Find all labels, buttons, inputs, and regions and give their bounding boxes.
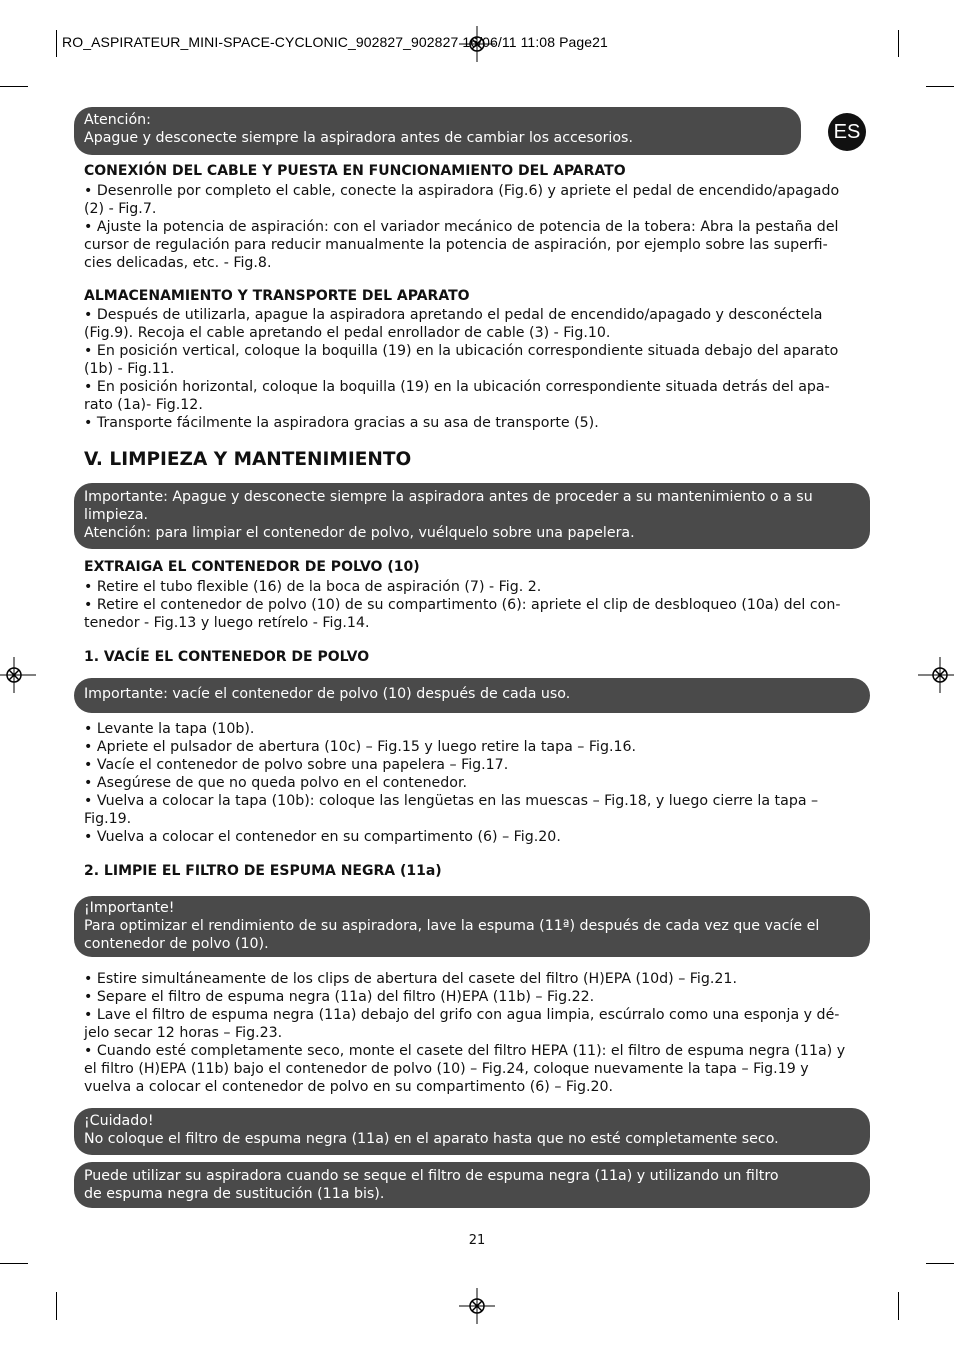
heading-almacenamiento: ALMACENAMIENTO Y TRANSPORTE DEL APARATO: [84, 288, 470, 304]
note-line: Atención:: [84, 112, 151, 128]
text-line: • Estire simultáneamente de los clips de abertura del casete del filtro (H)EPA (10d) – Fig.21.: [84, 971, 737, 987]
heading-vacie: 1. VACÍE EL CONTENEDOR DE POLVO: [84, 649, 370, 665]
text-line: • Vuelva a colocar el contenedor en su compartimento (6) – Fig.20.: [84, 829, 561, 845]
note-line: Importante: vacíe el contenedor de polvo (10) después de cada uso.: [84, 686, 571, 702]
note-line: Puede utilizar su aspiradora cuando se seque el filtro de espuma negra (11a) y utilizando un filtro: [84, 1168, 779, 1184]
text-line: • Asegúrese de que no queda polvo en el contenedor.: [84, 775, 468, 791]
registration-mark-icon: [459, 1288, 495, 1324]
registration-mark-icon: [918, 657, 954, 693]
note-cuidado: [74, 1108, 870, 1155]
text-line: • Separe el filtro de espuma negra (11a) del filtro (H)EPA (11b) – Fig.22.: [84, 989, 595, 1005]
heading-extraiga: EXTRAIGA EL CONTENEDOR DE POLVO (10): [84, 559, 420, 575]
note-line: No coloque el filtro de espuma negra (11a) en el aparato hasta que no esté completamente seco.: [84, 1131, 779, 1147]
section-title-limpieza: V. LIMPIEZA Y MANTENIMIENTO: [84, 449, 412, 470]
text-line: • Desenrolle por completo el cable, conecte la aspiradora (Fig.6) y apriete el pedal de encendido/apagado: [84, 183, 840, 199]
text-line: (Fig.9). Recoja el cable apretando el pedal enrollador de cable (3) - Fig.10.: [84, 325, 611, 341]
note-line: limpieza.: [84, 507, 149, 523]
note-line: Apague y desconecte siempre la aspiradora antes de cambiar los accesorios.: [84, 130, 633, 146]
language-badge: ES: [828, 113, 866, 151]
note-importante-vacie: [74, 678, 870, 713]
text-line: • Cuando esté completamente seco, monte el casete del filtro HEPA (11): el filtro de espuma negra (11a) y: [84, 1043, 846, 1059]
text-line: • Ajuste la potencia de aspiración: con el variador mecánico de potencia de la tobera: Abra la pestaña del: [84, 219, 839, 235]
crop-mark: [0, 86, 28, 87]
text-line: jelo secar 12 horas – Fig.23.: [84, 1025, 283, 1041]
text-line: cursor de regulación para reducir manualmente la potencia de aspiración, por ejemplo sobre las superfi-: [84, 237, 828, 253]
crop-mark: [0, 1263, 28, 1264]
crop-mark: [898, 1292, 899, 1320]
crop-mark: [898, 30, 899, 57]
page-number: 21: [468, 1233, 486, 1248]
note-line: Importante: Apague y desconecte siempre la aspiradora antes de proceder a su mantenimiento o a su: [84, 489, 813, 505]
text-line: • Transporte fácilmente la aspiradora gracias a su asa de transporte (5).: [84, 415, 599, 431]
text-line: • Vacíe el contenedor de polvo sobre una papelera – Fig.17.: [84, 757, 509, 773]
paragraph-vacie-steps: [84, 720, 874, 846]
text-line: • Apriete el pulsador de abertura (10c) – Fig.15 y luego retire la tapa – Fig.16.: [84, 739, 637, 755]
paragraph-extraiga: [84, 578, 874, 632]
note-line: ¡Importante!: [84, 900, 175, 916]
text-line: • En posición horizontal, coloque la boquilla (19) en la ubicación correspondiente situada detrás del apa-: [84, 379, 830, 395]
text-line: vuelva a colocar el contenedor de polvo en su compartimento (6) – Fig.20.: [84, 1079, 614, 1095]
crop-mark: [926, 86, 954, 87]
text-line: cies delicadas, etc. - Fig.8.: [84, 255, 272, 271]
text-line: • Levante la tapa (10b).: [84, 721, 255, 737]
note-line: Atención: para limpiar el contenedor de polvo, vuélquelo sobre una papelera.: [84, 525, 635, 541]
heading-conexion: CONEXIÓN DEL CABLE Y PUESTA EN FUNCIONAMIENTO DEL APARATO: [84, 163, 626, 179]
note-line: de espuma negra de sustitución (11a bis).: [84, 1186, 385, 1202]
text-line: (1b) - Fig.11.: [84, 361, 175, 377]
text-line: • Retire el tubo flexible (16) de la boca de aspiración (7) - Fig. 2.: [84, 579, 542, 595]
text-line: (2) - Fig.7.: [84, 201, 157, 217]
text-line: • Lave el filtro de espuma negra (11a) debajo del grifo con agua limpia, escúrralo como una esponja y dé-: [84, 1007, 840, 1023]
note-line: ¡Cuidado!: [84, 1113, 154, 1129]
text-line: tenedor - Fig.13 y luego retírelo - Fig.14.: [84, 615, 370, 631]
text-line: el filtro (H)EPA (11b) bajo el contenedor de polvo (10) – Fig.24, coloque nuevamente la tapa – Fig.19 y: [84, 1061, 809, 1077]
text-line: • Vuelva a colocar la tapa (10b): coloque las lengüetas en las muescas – Fig.18, y luego cierre la tapa –: [84, 793, 819, 809]
note-line: contenedor de polvo (10).: [84, 936, 269, 952]
heading-limpie: 2. LIMPIE EL FILTRO DE ESPUMA NEGRA (11a): [84, 863, 442, 879]
note-atencion-accesorios: [74, 107, 801, 155]
text-line: • Retire el contenedor de polvo (10) de su compartimento (6): apriete el clip de desbloqueo (10a) del con-: [84, 597, 841, 613]
note-importante-espuma: [74, 896, 870, 957]
text-line: • En posición vertical, coloque la boquilla (19) en la ubicación correspondiente situada debajo del aparato: [84, 343, 839, 359]
text-line: Fig.19.: [84, 811, 132, 827]
crop-mark: [926, 1263, 954, 1264]
note-line: Para optimizar el rendimiento de su aspiradora, lave la espuma (11ª) después de cada vez que vacíe el: [84, 918, 820, 934]
registration-mark-icon: [0, 657, 36, 693]
paragraph-conexion: [84, 182, 874, 272]
print-slug: RO_ASPIRATEUR_MINI-SPACE-CYCLONIC_902827_902827 16/06/11 11:08 Page21: [62, 34, 608, 50]
note-importante-mantenimiento: [74, 483, 870, 549]
crop-mark: [56, 30, 57, 57]
paragraph-limpie-steps: [84, 970, 874, 1096]
text-line: rato (1a)- Fig.12.: [84, 397, 203, 413]
note-filtro-sustitucion: [74, 1162, 870, 1208]
paragraph-almacenamiento: [84, 306, 874, 432]
text-line: • Después de utilizarla, apague la aspiradora apretando el pedal de encendido/apagado y desconéctela: [84, 307, 823, 323]
crop-mark: [56, 1292, 57, 1320]
